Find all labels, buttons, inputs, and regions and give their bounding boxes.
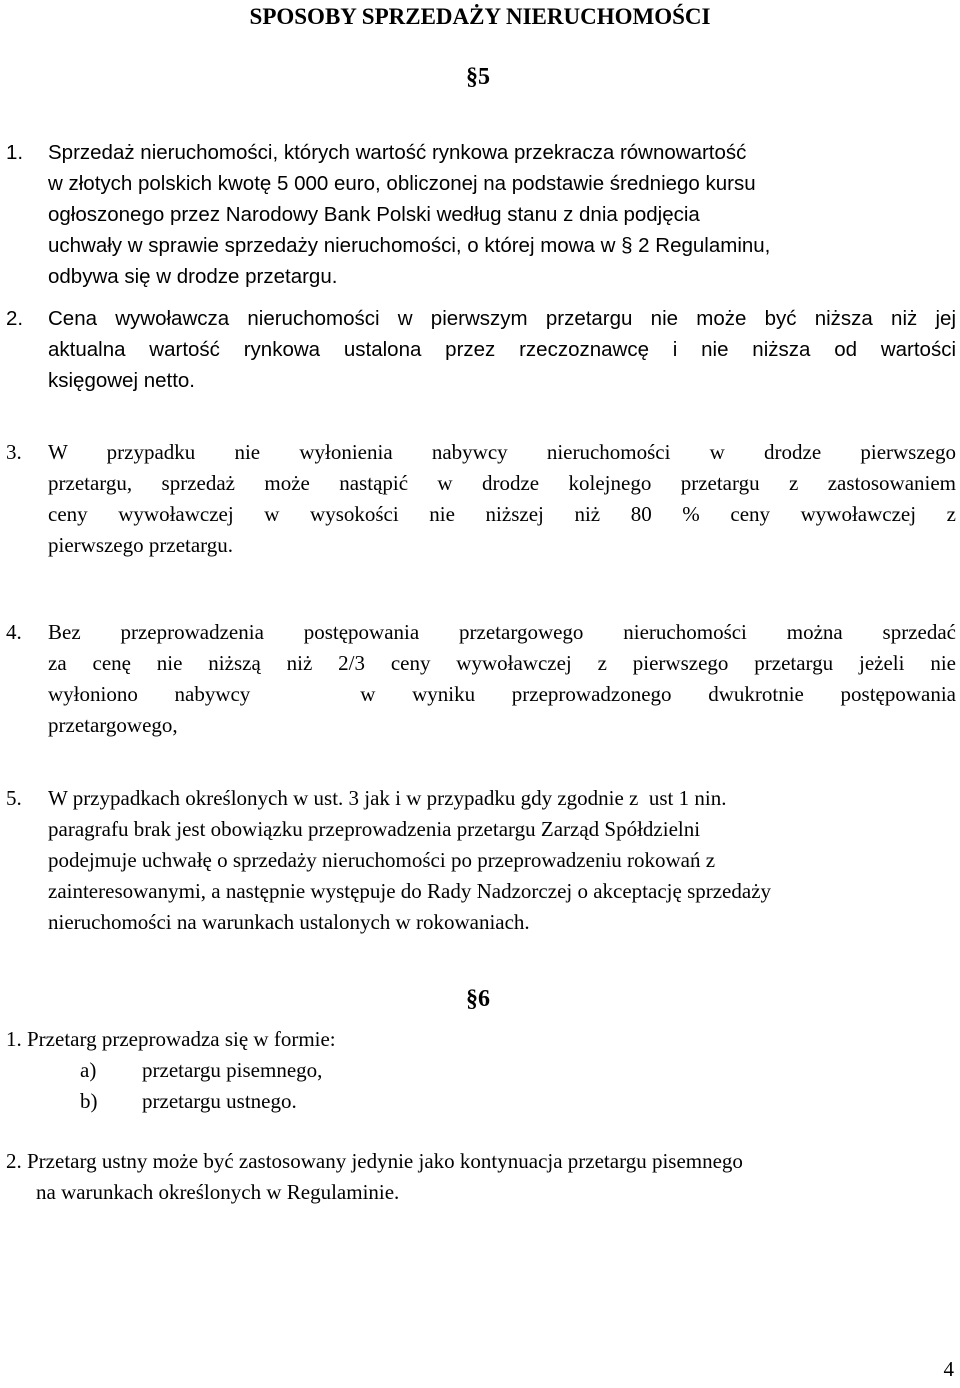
item-text: [48, 617, 956, 741]
text-line: wyłoniono nabywcy w wyniku przeprowadzonego dwukrotnie postępowania: [48, 682, 956, 706]
section-6-item-2-line-2: na warunkach określonych w Regulaminie.: [36, 1180, 400, 1204]
text-line: w złotych polskich kwotę 5 000 euro, obliczonej na podstawie średniego kursu: [48, 172, 756, 195]
section-5-item-5: [6, 783, 960, 938]
section-5-item-2: [6, 303, 956, 396]
item-number: 5.: [6, 786, 22, 810]
text-line: nieruchomości na warunkach ustalonych w rokowaniach.: [48, 910, 530, 934]
text-line: pierwszego przetargu.: [48, 533, 234, 557]
text-line: za cenę nie niższą niż 2/3 ceny wywoławczej z pierwszego przetargu jeżeli nie: [48, 651, 956, 675]
text-line: W przypadkach określonych w ust. 3 jak i w przypadku gdy zgodnie z ust 1 nin.: [48, 786, 727, 810]
text-line: zainteresowanymi, a następnie występuje do Rady Nadzorczej o akceptację sprzedaży: [48, 879, 772, 903]
text-line: przetargowego,: [48, 713, 178, 737]
item-number: 3.: [6, 440, 22, 464]
section-5-item-4: [6, 617, 956, 741]
sub-item-a-label: a): [80, 1058, 97, 1082]
item-number: 2.: [6, 307, 24, 330]
item-number: 1.: [6, 141, 24, 164]
item-text: [48, 437, 956, 561]
text-line: W przypadku nie wyłonienia nabywcy nieruchomości w drodze pierwszego: [48, 440, 956, 464]
text-line: aktualna wartość rynkowa ustalona przez rzeczoznawcę i nie niższa od wartości: [48, 338, 956, 361]
text-line: paragrafu brak jest obowiązku przeprowadzenia przetargu Zarząd Spółdzielni: [48, 817, 701, 841]
text-line: księgowej netto.: [48, 369, 196, 392]
section-6-item-1: 1. Przetarg przeprowadza się w formie:: [6, 1027, 336, 1051]
text-line: ogłoszonego przez Narodowy Bank Polski według stanu z dnia podjęcia: [48, 203, 700, 226]
text-line: Bez przeprowadzenia postępowania przetargowego nieruchomości można sprzedać: [48, 620, 956, 644]
text-line: uchwały w sprawie sprzedaży nieruchomości, o której mowa w § 2 Regulaminu,: [48, 234, 771, 257]
item-text: [48, 303, 956, 396]
text-line: podejmuje uchwałę o sprzedaży nieruchomości po przeprowadzeniu rokowań z: [48, 848, 716, 872]
text-line: Sprzedaż nieruchomości, których wartość rynkowa przekracza równowartość: [48, 141, 747, 164]
document-title: SPOSOBY SPRZEDAŻY NIERUCHOMOŚCI: [249, 4, 711, 29]
section-6-item-2-line-1: 2. Przetarg ustny może być zastosowany jedynie jako kontynuacja przetargu pisemnego: [6, 1149, 743, 1173]
sub-item-b-text: przetargu ustnego.: [142, 1089, 297, 1113]
text-line: ceny wywoławczej w wysokości nie niższej niż 80 % ceny wywoławczej z: [48, 502, 956, 526]
section-5-item-3: [6, 437, 956, 561]
sub-item-a-text: przetargu pisemnego,: [142, 1058, 323, 1082]
section-5-heading: §5: [466, 64, 490, 90]
item-number: 4.: [6, 620, 22, 644]
text-line: Cena wywoławcza nieruchomości w pierwszym przetargu nie może być niższa niż jej: [48, 307, 956, 330]
page-number: 4: [943, 1357, 954, 1381]
section-6-heading: §6: [466, 986, 490, 1012]
section-5-item-1: [6, 137, 960, 292]
sub-item-b-label: b): [80, 1089, 98, 1113]
text-line: przetargu, sprzedaż może nastąpić w drodze kolejnego przetargu z zastosowaniem: [48, 471, 956, 495]
item-text: [48, 137, 960, 292]
item-text: [48, 783, 960, 938]
text-line: odbywa się w drodze przetargu.: [48, 265, 338, 288]
